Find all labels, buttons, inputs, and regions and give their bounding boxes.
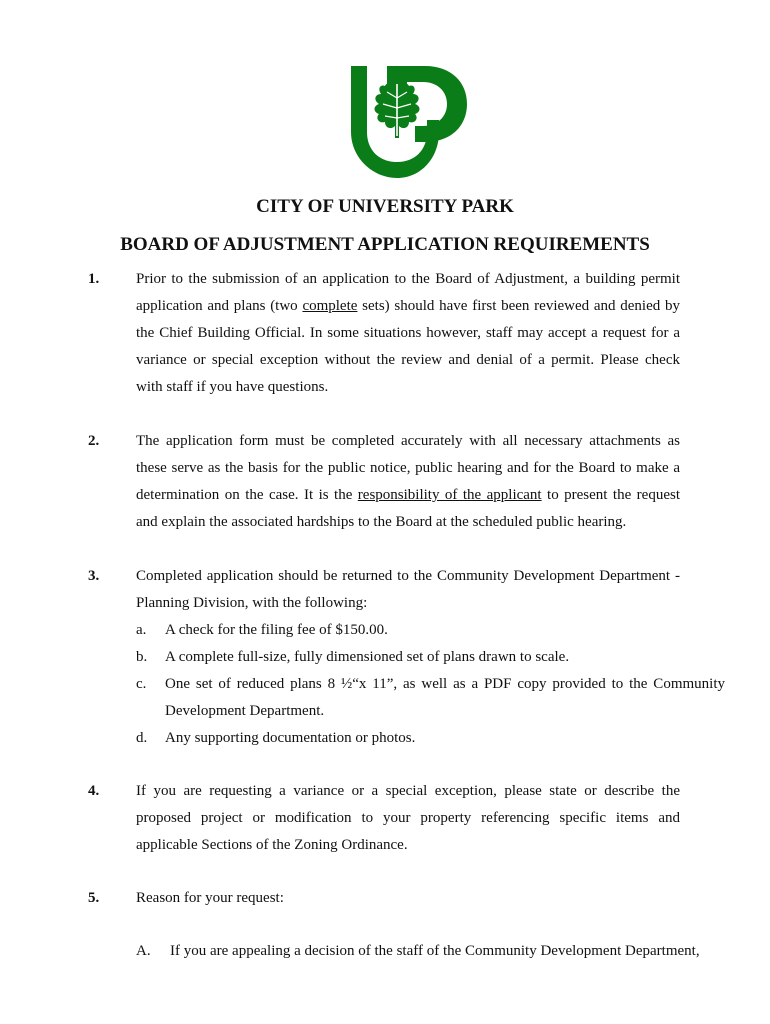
item-number: 2. (88, 433, 100, 449)
text-line: Prior to the submission of an application to the Board of Adjustment, a building permit (136, 271, 680, 287)
text-line: these serve as the basis for the public notice, public hearing and for the Board to make a (136, 460, 680, 476)
item-number: 4. (88, 783, 100, 799)
underlined-text: complete (302, 298, 358, 314)
text-line: One set of reduced plans 8 ½“x 11”, as well as a PDF copy provided to the Community (165, 676, 725, 692)
text-line: Development Department. (165, 703, 325, 719)
text-line: variance or special exception without the review and denial of a permit. Please check (136, 352, 680, 368)
text-line: Completed application should be returned to the Community Development Department - (136, 568, 680, 584)
text-line: Planning Division, with the following: (136, 595, 368, 611)
sub-item-text (165, 671, 725, 725)
text-line: determination on the case. It is the responsibility of the applicant to present the request (136, 487, 680, 503)
item-number: 3. (88, 568, 100, 584)
text-line: The application form must be completed accurately with all necessary attachments as (136, 433, 680, 449)
university-park-logo (343, 62, 469, 180)
sub-item-letter: b. (136, 649, 148, 665)
sub-item-text: A complete full-size, fully dimensioned set of plans drawn to scale. (165, 649, 570, 665)
item-3-text (136, 563, 680, 617)
text-line: proposed project or modification to your property referencing specific items and (136, 810, 680, 826)
document-title: BOARD OF ADJUSTMENT APPLICATION REQUIREMENTS (120, 234, 650, 255)
sub-item-text: If you are appealing a decision of the staff of the Community Development Department, (170, 943, 700, 959)
oak-leaf-icon (375, 76, 420, 138)
item-4-text (136, 778, 680, 859)
text-line: the Chief Building Official. In some situations however, staff may accept a request for a (136, 325, 680, 341)
city-title: CITY OF UNIVERSITY PARK (256, 196, 514, 217)
sub-item-letter: d. (136, 730, 148, 746)
sub-item-letter: A. (136, 943, 151, 959)
sub-item-letter: c. (136, 676, 147, 692)
text-line: application and plans (two complete sets) should have first been reviewed and denied by (136, 298, 680, 314)
sub-item-text: Any supporting documentation or photos. (165, 730, 416, 746)
text-line: Reason for your request: (136, 890, 284, 906)
item-1-text (136, 266, 680, 401)
sub-item-text: A check for the filing fee of $150.00. (165, 622, 388, 638)
text-line: If you are requesting a variance or a special exception, please state or describe the (136, 783, 680, 799)
item-number: 5. (88, 890, 100, 906)
text-line: and explain the associated hardships to the Board at the scheduled public hearing. (136, 514, 627, 530)
item-number: 1. (88, 271, 100, 287)
text-line: applicable Sections of the Zoning Ordinance. (136, 837, 408, 853)
sub-item-letter: a. (136, 622, 147, 638)
underlined-text: responsibility of the applicant (357, 487, 542, 503)
text-line: with staff if you have questions. (136, 379, 329, 395)
item-2-text (136, 428, 680, 536)
item-5-text (136, 885, 680, 912)
